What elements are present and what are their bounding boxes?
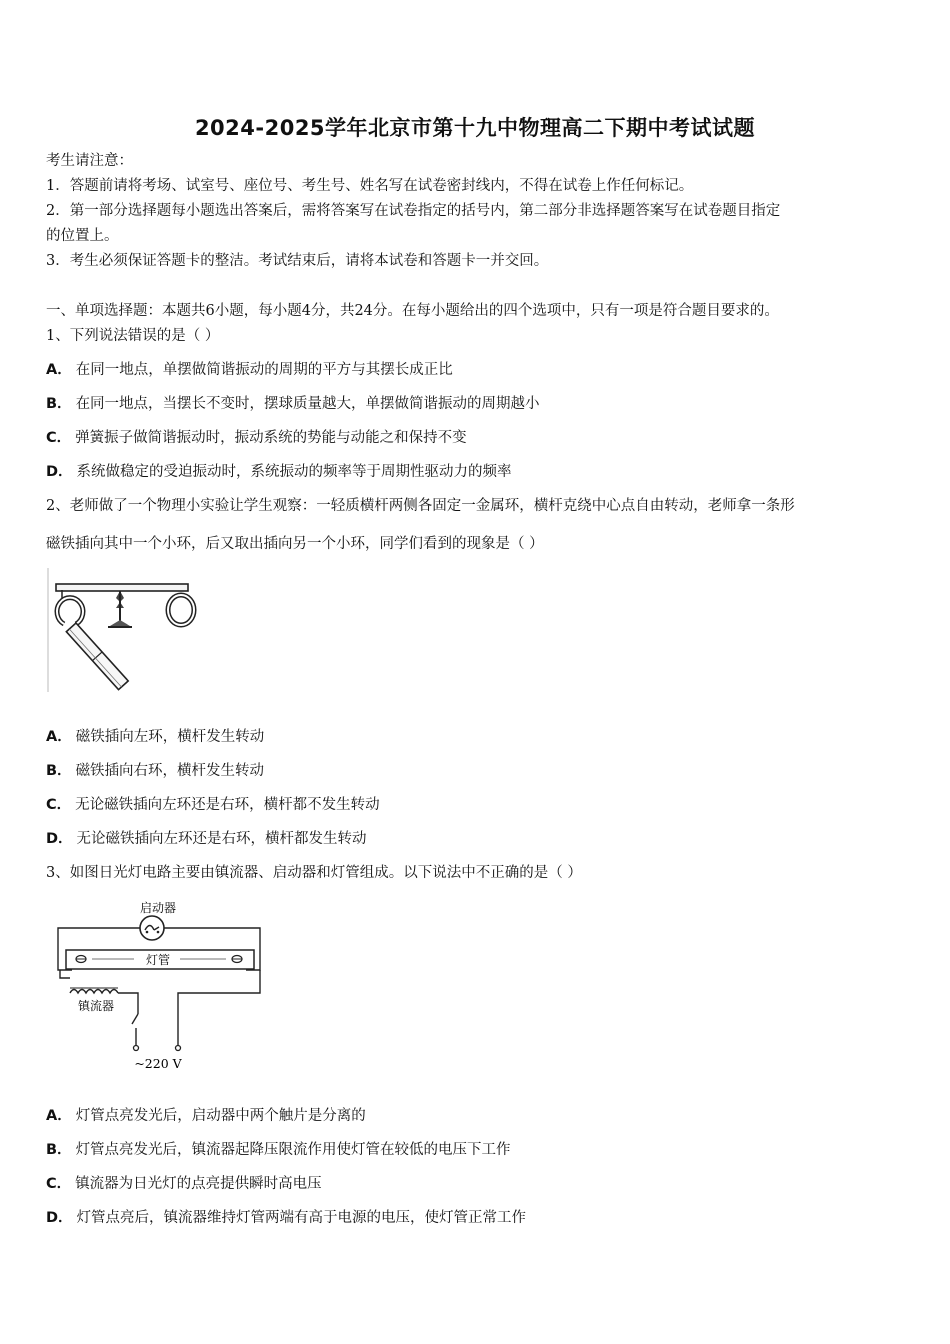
ballast-label: 镇流器 — [77, 999, 115, 1013]
q1-option-c — [46, 429, 467, 447]
option-letter: A． — [46, 1108, 72, 1124]
notice-item: 3．考生必须保证答题卡的整洁。考试结束后，请将本试卷和答题卡一并交回。 — [46, 253, 549, 269]
question-1-stem: 1、下列说法错误的是（ ） — [46, 328, 220, 344]
option-letter: C． — [46, 430, 72, 446]
question-3-stem: 3、如图日光灯电路主要由镇流器、启动器和灯管组成。以下说法中不正确的是（ ） — [46, 865, 582, 881]
tube-label: 灯管 — [145, 953, 171, 967]
option-text: 灯管点亮后，镇流器维持灯管两端有高于电源的电压，使灯管正常工作 — [76, 1210, 527, 1226]
option-text: 系统做稳定的受迫振动时，系统振动的频率等于周期性驱动力的频率 — [76, 464, 512, 480]
option-text: 镇流器为日光灯的点亮提供瞬时高电压 — [75, 1176, 322, 1192]
starter-label: 启动器 — [139, 901, 177, 915]
switch — [132, 1014, 138, 1024]
option-text: 在同一地点，单摆做简谐振动的周期的平方与其摆长成正比 — [75, 362, 453, 378]
option-text: 无论磁铁插向左环还是右环，横杆都发生转动 — [76, 831, 367, 847]
option-letter: D． — [46, 464, 73, 480]
q2-option-c — [46, 796, 380, 814]
option-letter: B． — [46, 763, 72, 779]
q3-option-a — [46, 1107, 366, 1125]
option-text: 磁铁插向右环，横杆发生转动 — [75, 763, 265, 779]
question-2-stem: 2、老师做了一个物理小实验让学生观察：一轻质横杆两侧各固定一金属环，横杆克绕中心点自由转动，老师拿一条形 — [46, 498, 795, 514]
voltage-label: ~220 V — [134, 1056, 182, 1071]
question-2-stem-cont: 磁铁插向其中一个小环，后又取出插向另一个小环，同学们看到的现象是（ ） — [46, 536, 544, 552]
q3-option-d — [46, 1209, 526, 1227]
q2-option-a — [46, 728, 264, 746]
option-letter: C． — [46, 1176, 72, 1192]
notice-item: 的位置上。 — [46, 228, 119, 244]
q1-option-a — [46, 361, 453, 379]
option-letter: D． — [46, 831, 73, 847]
option-text: 弹簧振子做简谐振动时，振动系统的势能与动能之和保持不变 — [75, 430, 467, 446]
option-letter: A． — [46, 362, 72, 378]
option-text: 在同一地点，当摆长不变时，摆球质量越大，单摆做简谐振动的周期越小 — [75, 396, 540, 412]
section-heading: 一、单项选择题：本题共6小题，每小题4分，共24分。在每小题给出的四个选项中，只有一项是符合题目要求的。 — [46, 303, 779, 319]
option-letter: B． — [46, 396, 72, 412]
q1-option-b — [46, 395, 540, 413]
page-title: 2024-2025学年北京市第十九中物理高二下期中考试试题 — [194, 116, 756, 140]
option-letter: C． — [46, 797, 72, 813]
notice-item: 2．第一部分选择题每小题选出答案后，需将答案写在试卷指定的括号内，第二部分非选择题答案写在试卷题目指定 — [46, 203, 781, 219]
option-letter: A． — [46, 729, 72, 745]
q3-option-c — [46, 1175, 322, 1193]
bar-magnet — [66, 623, 128, 690]
fluorescent-circuit-figure — [50, 896, 270, 1078]
starter-symbol — [140, 916, 164, 940]
rings-magnet-figure — [46, 568, 198, 692]
option-text: 无论磁铁插向左环还是右环，横杆都不发生转动 — [75, 797, 380, 813]
notice-heading: 考生请注意： — [46, 153, 133, 169]
q2-option-d — [46, 830, 367, 848]
crossbar — [56, 584, 188, 591]
q1-option-d — [46, 463, 512, 481]
notice-item: 1．答题前请将考场、试室号、座位号、考生号、姓名写在试卷密封线内，不得在试卷上作任何标记。 — [46, 178, 694, 194]
option-letter: D． — [46, 1210, 73, 1226]
ballast-coil — [70, 990, 118, 994]
option-text: 灯管点亮发光后，启动器中两个触片是分离的 — [75, 1108, 366, 1124]
option-text: 灯管点亮发光后，镇流器起降压限流作用使灯管在较低的电压下工作 — [75, 1142, 511, 1158]
option-text: 磁铁插向左环，横杆发生转动 — [75, 729, 265, 745]
q2-option-b — [46, 762, 264, 780]
q3-option-b — [46, 1141, 511, 1159]
option-letter: B． — [46, 1142, 72, 1158]
